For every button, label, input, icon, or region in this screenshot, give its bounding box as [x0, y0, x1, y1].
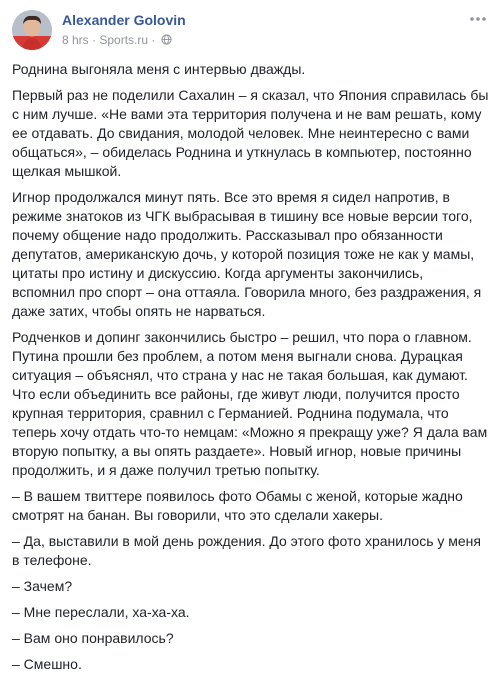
- post-paragraph: – Да, выставили в мой день рождения. До этого фото хранилось у меня в телефоне.: [12, 533, 481, 568]
- more-options-icon[interactable]: [468, 12, 488, 26]
- meta-separator: ·: [151, 32, 156, 47]
- post-paragraph: Родченков и допинг закончились быстро – решил, что пора о главном. Путина прошли без проблем, а потом меня выгнали снова. Дурацкая ситуация – объяснял, что страна у нас не такая большая, как думают. Что если объединить все районы, где живут люди, получится просто крупная территория, сравнил с Германией. Роднина подумала, что теперь хочу отдать что-то немцам: «Можно я прекращу уже? Я дала вам вторую попытку, а вы опять раздаете». Новый игнор, новые причины продолжить, и я даже получил третью попытку.: [12, 329, 488, 478]
- post-paragraph: – Зачем?: [12, 578, 73, 594]
- avatar[interactable]: [12, 10, 52, 50]
- post-paragraph: Игнор продолжался минут пять. Все это время я сидел напротив, в режиме знатоков из ЧГК выбрасывая в тишину все новые версии того, почему общение надо продолжить. Рассказывал про обязанности депутатов, американскую дочь, у которой позиция тоже не как у мамы, цитаты про истину и дискуссию. Когда аргументы закончились, вспомнил про спорт – она оттаяла. Говорила много, без раздражения, я даже затих, чтобы опять не нарваться.: [12, 189, 482, 319]
- globe-icon[interactable]: [161, 34, 172, 45]
- avatar-photo: [12, 10, 52, 50]
- author-name[interactable]: Alexander Golovin: [62, 12, 186, 28]
- post-body: [12, 60, 490, 681]
- post-paragraph: – В вашем твиттере появилось фото Обамы с женой, которые жадно смотрят на банан. Вы говорили, что это сделали хакеры.: [12, 488, 463, 523]
- post-time[interactable]: 8 hrs: [62, 32, 89, 47]
- post-paragraph: Первый раз не поделили Сахалин – я сказал, что Япония справилась бы с ним лучше. «Не вами эта территория получена и не вам решать, кому ее отдавать. До свидания, молодой человек. Мне неинтересно с вами общаться», – обиделась Роднина и уткнулась в компьютер, постоянно щелкая мышкой.: [12, 87, 489, 179]
- post-paragraph: Роднина выгоняла меня с интервью дважды.: [12, 61, 306, 77]
- post-meta: [62, 32, 172, 47]
- post-paragraph: – Вам оно понравилось?: [12, 630, 174, 646]
- post-paragraph: – Мне переслали, ха-ха-ха.: [12, 604, 190, 620]
- post-paragraph: – Смешно.: [12, 656, 82, 672]
- meta-separator: ·: [92, 32, 97, 47]
- post-source[interactable]: Sports.ru: [99, 32, 149, 47]
- post-header: [12, 10, 488, 50]
